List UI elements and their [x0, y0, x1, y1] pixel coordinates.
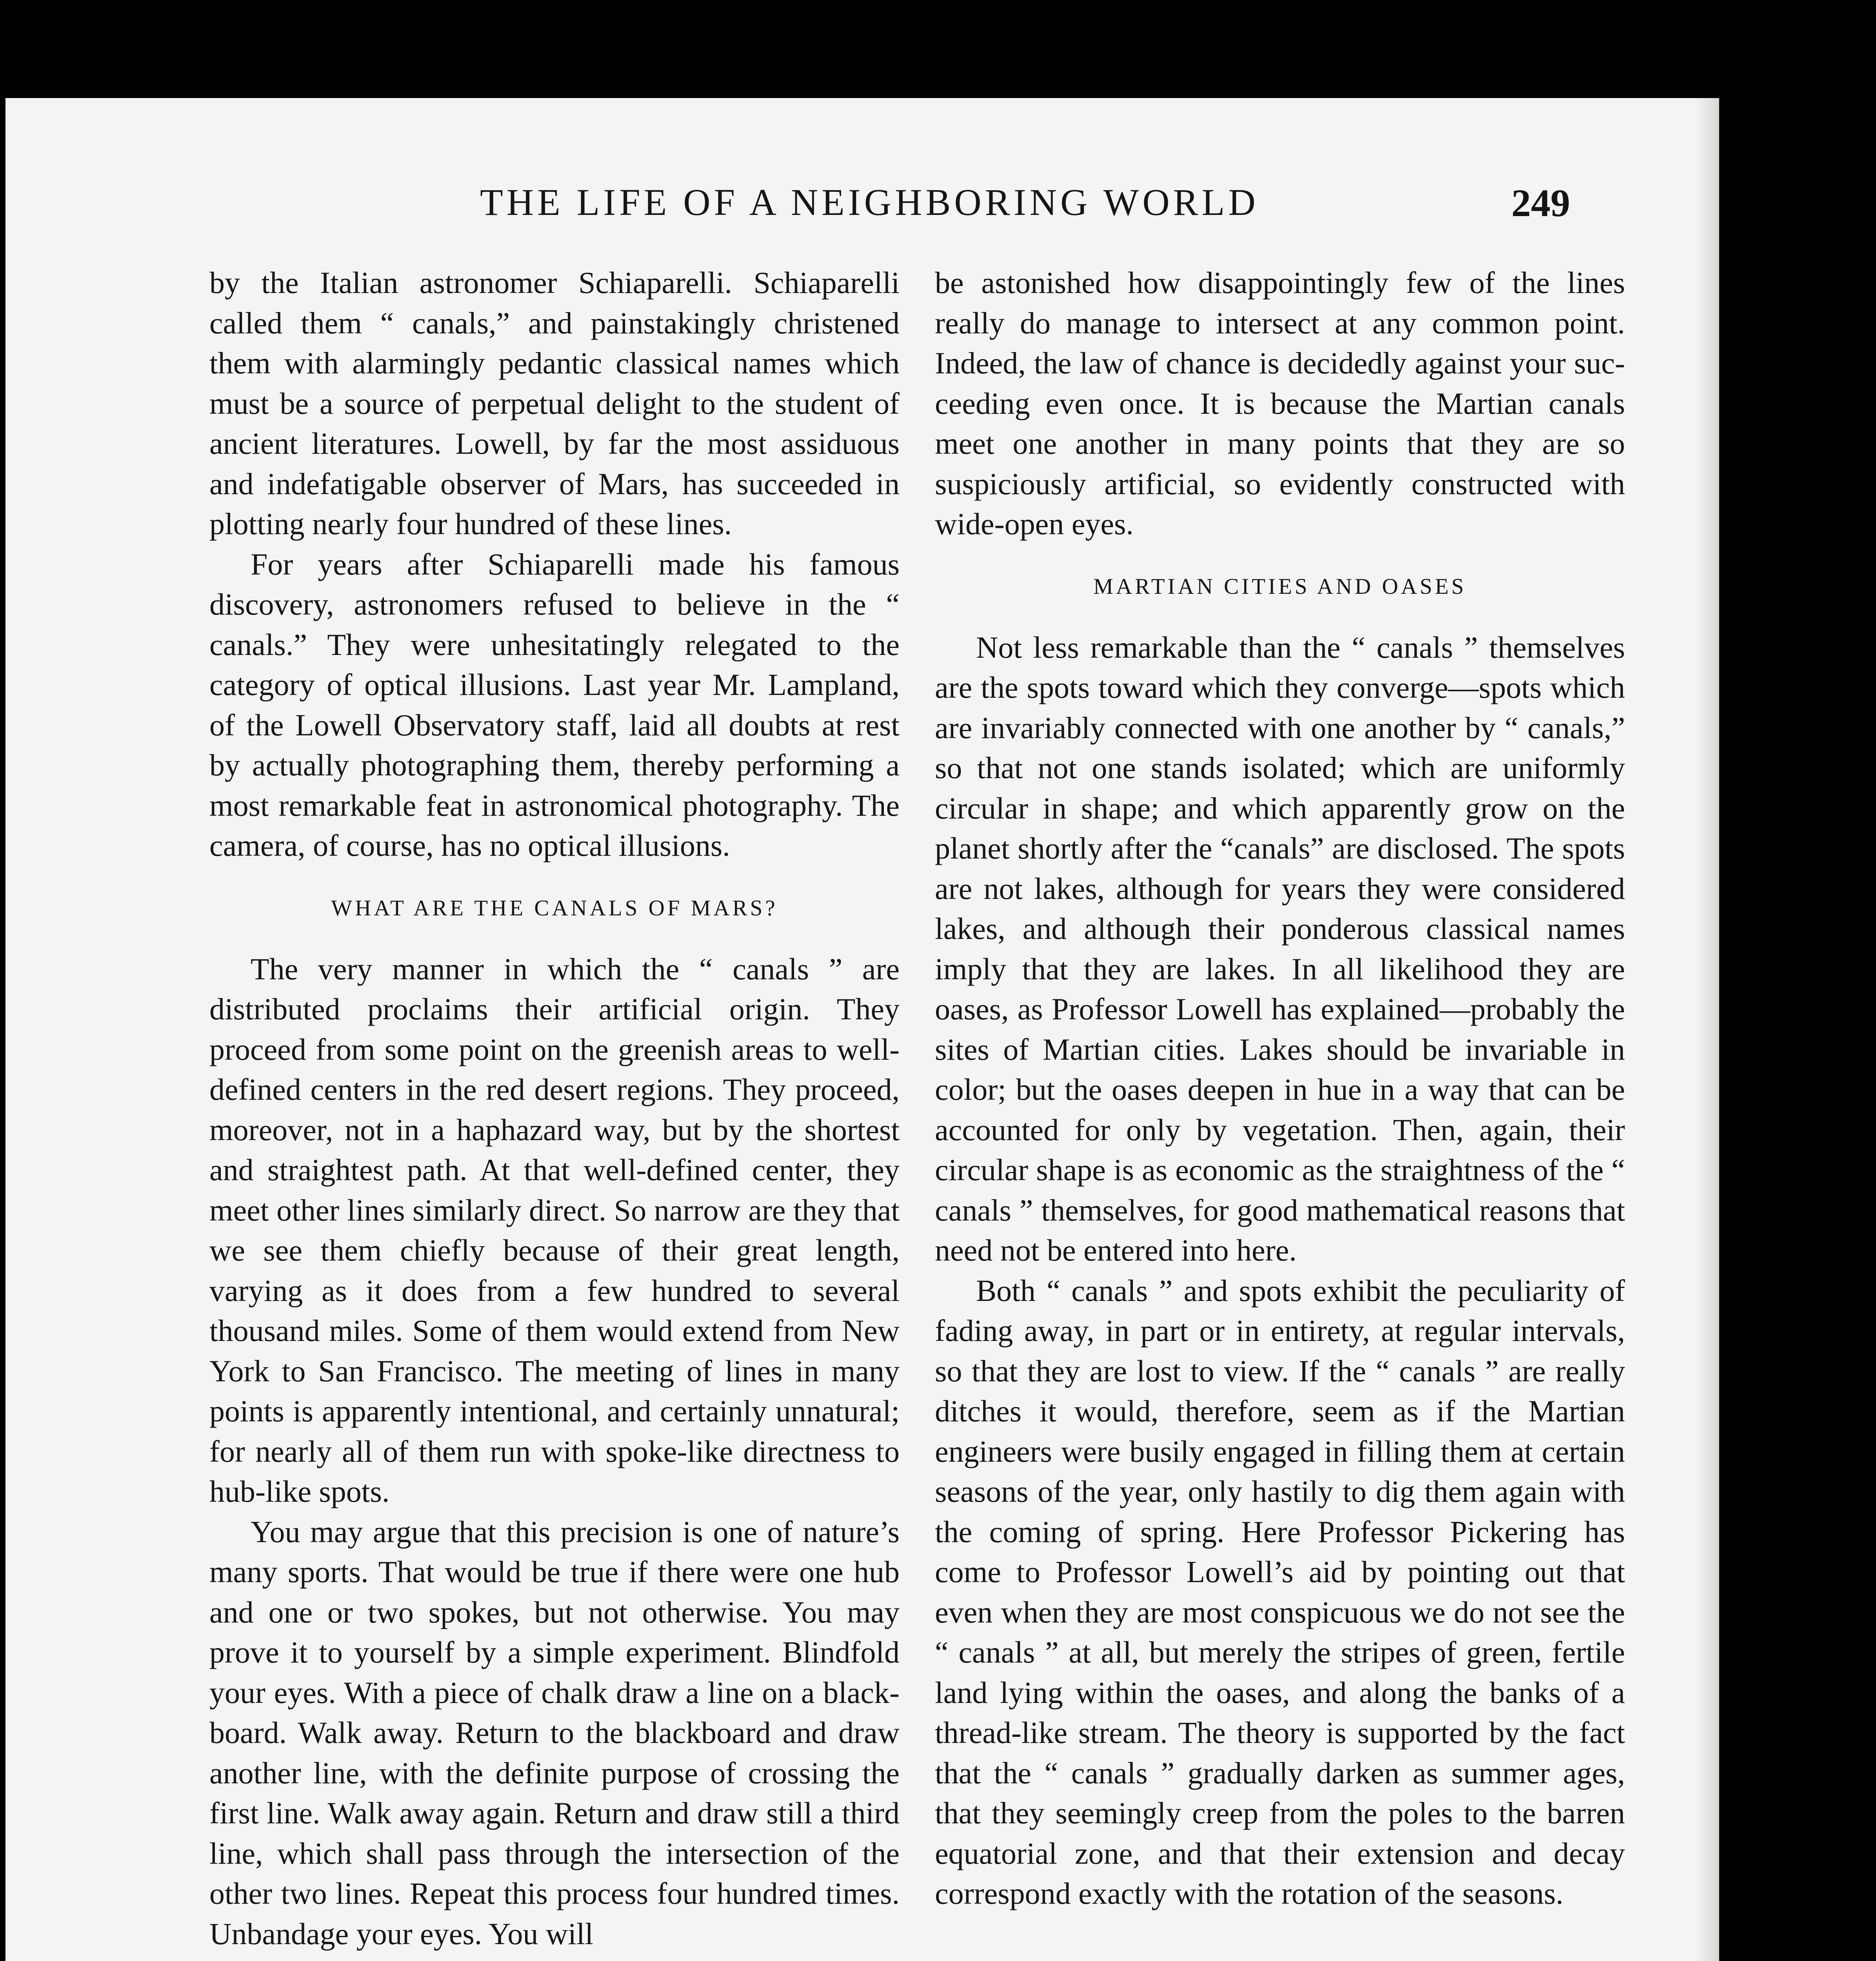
left-column: [209, 263, 900, 1954]
paragraph: The very manner in which the “ canals ” are distributed proclaims their artificial origin. They proceed from some point on the greenish areas to well-defined centers in the red desert regions. They proceed, moreover, not in a haphazard way, but by the shortest and straightest path. At that well-defined center, they meet other lines similarly direct. So narrow are they that we see them chiefly because of their great length, varying as it does from a few hundred to several thousand miles. Some of them would extend from New York to San Francisco. The meeting of lines in many points is apparently intentional, and certainly unnatural; for nearly all of them run with spoke-like directness to hub-like spots.: [209, 951, 900, 1508]
section-heading: MARTIAN CITIES AND OASES: [1093, 574, 1467, 599]
paragraph: For years after Schiaparelli made his famous discovery, astronomers refused to believe in the “ canals.” They were unhesitatingly relegated to the category of optical illusions. Last year Mr. Lampland, of the Lowell Observatory staff, laid all doubts at rest by actually photographing them, thereby performing a most remarkable feat in astronomical photography. The camera, of course, has no optical illusions.: [209, 547, 900, 862]
page-header: [5, 180, 1719, 247]
paragraph: You may argue that this precision is one of nature’s many sports. That would be true if there were one hub and one or two spokes, but not otherwise. You may prove it to yourself by a simple experiment. Blindfold your eyes. With a piece of chalk draw a line on a blackboard. Walk away. Return to the blackboard and draw another line, with the definite purpose of crossing the first line. Walk away again. Return and draw still a third line, which shall pass through the intersection of the other two lines. Repeat this process four hundred times. Unbandage your eyes. You will: [209, 1514, 900, 1951]
paragraph: by the Italian astronomer Schiaparelli. Schiaparelli called them “ canals,” and painstakingly christened them with alarmingly pedantic classical names which must be a source of perpetual delight to the student of ancient literatures. Lowell, by far the most assiduous and indefatigable observer of Mars, has succeeded in plotting nearly four hundred of these lines.: [209, 266, 900, 541]
paragraph: be astonished how disappointingly few of the lines really do manage to intersect at any common point. Indeed, the law of chance is decidedly against your succeeding even once. It is because the Martian canals meet one another in many points that they are so suspiciously artificial, so evidently constructed with wide-open eyes.: [935, 266, 1625, 541]
paragraph: Both “ canals ” and spots exhibit the peculiarity of fading away, in part or in entirety, at regular intervals, so that they are lost to view. If the “ canals ” are really ditches it would, therefore, seem as if the Martian engineers were busily engaged in filling them at certain seasons of the year, only hastily to dig them again with the coming of spring. Here Professor Pickering has come to Professor Lowell’s aid by pointing out that even when they are most conspicuous we do not see the “ canals ” at all, but merely the stripes of green, fertile land lying within the oases, and along the banks of a thread-like stream. The theory is supported by the fact that the “ canals ” gradually darken as summer ages, that they seemingly creep from the poles to the barren equatorial zone, and that their extension and decay correspond exactly with the rotation of the seasons.: [935, 1273, 1625, 1910]
paragraph: Not less remarkable than the “ canals ” themselves are the spots toward which they converge—spots which are invariably connected with one another by “ canals,” so that not one stands isolated; which are uniformly circular in shape; and which apparently grow on the planet shortly after the “canals” are disclosed. The spots are not lakes, although for years they were considered lakes, and although their ponderous classical names imply that they are lakes. In all likelihood they are oases, as Professor Lowell has explained—probably the sites of Martian cities. Lakes should be invariable in color; but the oases deepen in hue in a way that can be accounted for only by vegetation. Then, again, their circular shape is as economic as the straightness of the “ canals ” themselves, for good mathematical reasons that need not be entered into here.: [935, 630, 1625, 1267]
page-number: 249: [1511, 181, 1570, 225]
running-head: THE LIFE OF A NEIGHBORING WORLD: [480, 181, 1259, 223]
section-heading: WHAT ARE THE CANALS OF MARS?: [331, 895, 778, 920]
magazine-page: [5, 98, 1719, 1961]
right-column: [935, 263, 1625, 1914]
